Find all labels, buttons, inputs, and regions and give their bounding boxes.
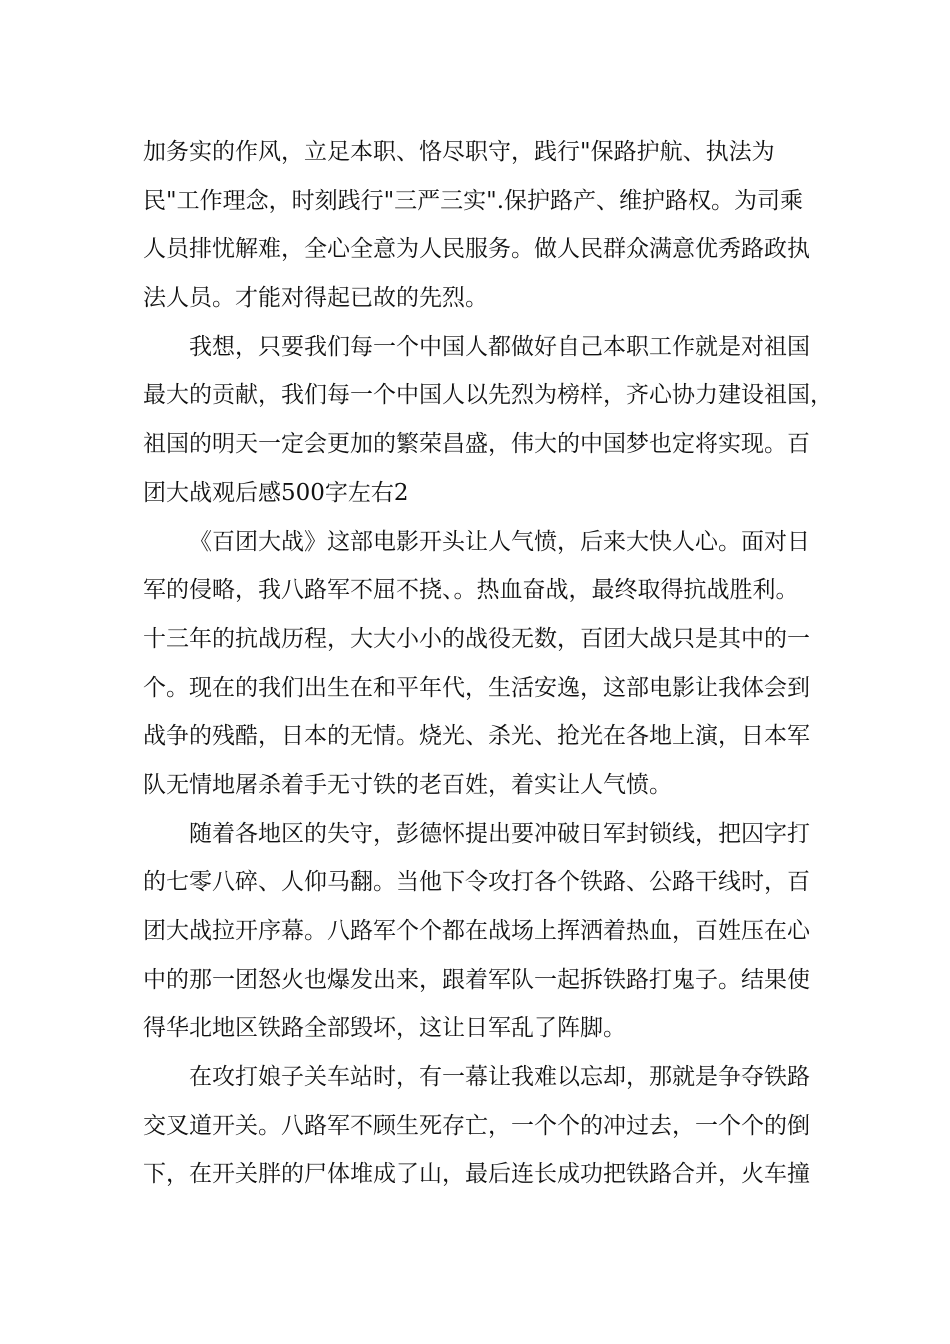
text-line: 民"工作理念，时刻践行"三严三实".保护路产、维护路权。为司乘 — [143, 187, 804, 214]
paragraph — [143, 810, 823, 1053]
paragraph — [143, 518, 823, 810]
text-line: 法人员。才能对得起已故的先烈。 — [143, 285, 488, 312]
document-body — [143, 128, 833, 1199]
paragraph — [143, 323, 833, 518]
text-line: 得华北地区铁路全部毁坏，这让日军乱了阵脚。 — [143, 1015, 626, 1042]
paragraph — [143, 128, 823, 323]
text-line: 团大战拉开序幕。八路军个个都在战场上挥洒着热血，百姓压在心 — [143, 918, 810, 944]
text-line: 加务实的作风，立足本职、恪尽职守，践行"保路护航、执法为 — [143, 139, 775, 165]
text-line: 团大战观后感500字左右2 — [143, 479, 409, 506]
text-line: 随着各地区的失守，彭德怀提出要冲破日军封锁线，把囚字打 — [189, 820, 810, 847]
text-line: 十三年的抗战历程，大大小小的战役无数，百团大战只是其中的一 — [143, 625, 810, 652]
text-line: 我想，只要我们每一个中国人都做好自己本职工作就是对祖国 — [189, 333, 810, 360]
text-line: 队无情地屠杀着手无寸铁的老百姓，着实让人气愤。 — [143, 771, 672, 798]
text-line: 人员排忧解难，全心全意为人民服务。做人民群众满意优秀路政执 — [143, 236, 810, 263]
text-line: 个。现在的我们出生在和平年代，生活安逸，这部电影让我体会到 — [143, 674, 810, 701]
text-line: 交叉道开关。八路军不顾生死存亡，一个个的冲过去，一个个的倒 — [143, 1112, 810, 1139]
text-line: 中的那一团怒火也爆发出来，跟着军队一起拆铁路打鬼子。结果使 — [143, 966, 810, 993]
text-line: 下，在开关胖的尸体堆成了山，最后连长成功把铁路合并，火车撞 — [143, 1161, 810, 1188]
text-line: 军的侵略，我八路军不屈不挠、。热血奋战，最终取得抗战胜利。 — [143, 577, 799, 604]
text-line: 在攻打娘子关车站时，有一幕让我难以忘却，那就是争夺铁路 — [189, 1064, 810, 1091]
text-line: 最大的贡献，我们每一个中国人以先烈为榜样，齐心协力建设祖国， — [143, 382, 833, 409]
text-line: 祖国的明天一定会更加的繁荣昌盛，伟大的中国梦也定将实现。百 — [143, 431, 810, 458]
text-line: 的七零八碎、人仰马翻。当他下令攻打各个铁路、公路干线时，百 — [143, 869, 810, 896]
paragraph — [143, 1053, 823, 1199]
text-line: 战争的残酷，日本的无情。烧光、杀光、抢光在各地上演，日本军 — [143, 723, 810, 750]
text-line: 《百团大战》这部电影开头让人气愤，后来大快人心。面对日 — [189, 528, 810, 555]
